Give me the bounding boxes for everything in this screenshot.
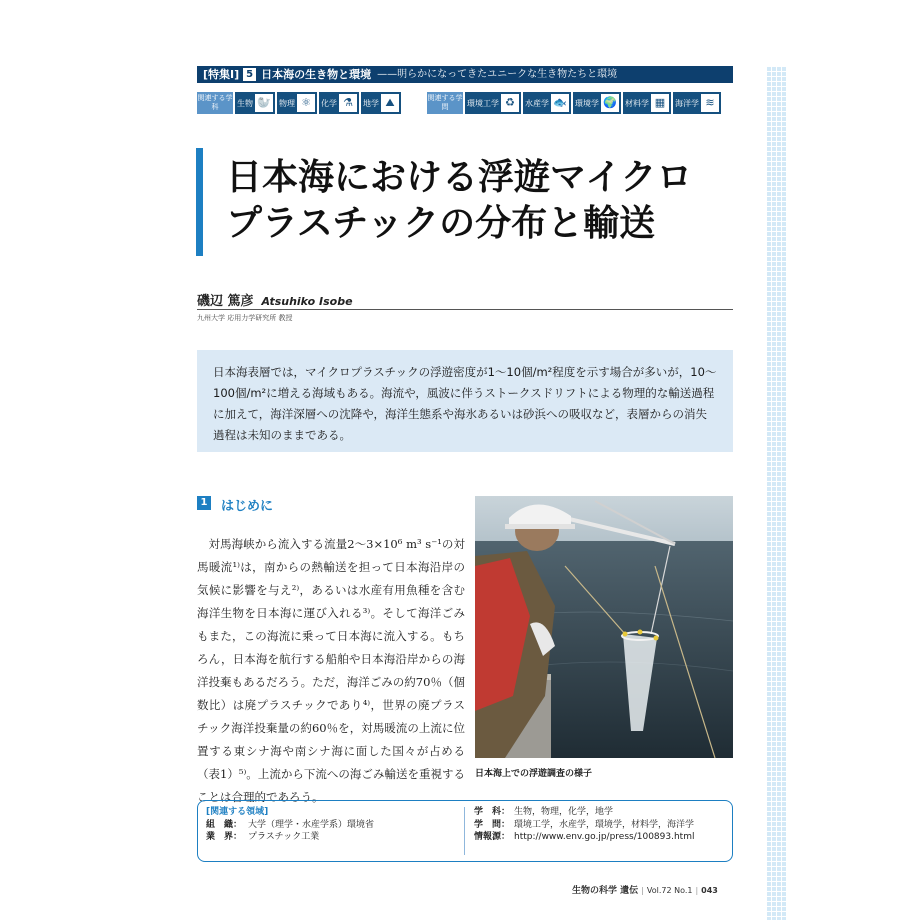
related-subjects-row bbox=[197, 92, 401, 114]
series-title: 日本海の生き物と環境 bbox=[261, 68, 372, 81]
related-disciplines-row bbox=[427, 92, 721, 114]
flask-icon: ⚗ bbox=[339, 94, 357, 112]
series-subtitle: ——明らかになってきたユニークな生き物たちと環境 bbox=[377, 69, 618, 80]
author-name-roman: Atsuhiko Isobe bbox=[261, 295, 353, 308]
seal-icon: 🦭 bbox=[255, 94, 273, 112]
journal-name: 生物の科学 遺伝 bbox=[572, 886, 639, 896]
organization-value: 大学（理学・水産学系）環境省 bbox=[248, 819, 375, 830]
subject-label: 生物 bbox=[237, 98, 253, 108]
subject-label: 化学 bbox=[321, 98, 337, 108]
subject-chip-physics bbox=[277, 92, 317, 114]
article-title bbox=[226, 155, 746, 247]
page-number: 043 bbox=[701, 886, 718, 895]
globe-icon: 🌍 bbox=[601, 94, 619, 112]
fish-icon: 🐟 bbox=[551, 94, 569, 112]
waves-icon: ≋ bbox=[701, 94, 719, 112]
recycle-icon: ♻ bbox=[501, 94, 519, 112]
source-key: 情報源： bbox=[474, 832, 511, 842]
discipline-label: 水産学 bbox=[525, 98, 549, 108]
disciplines-value: 環境工学，水産学，環境学，材料学，海洋学 bbox=[514, 819, 695, 830]
discipline-label: 環境工学 bbox=[467, 98, 499, 108]
footer-separator: | bbox=[641, 886, 644, 895]
footer-separator: | bbox=[695, 886, 699, 895]
body-paragraph: 対馬海峡から流入する流量2～3×10⁶ m³ s⁻¹の対馬暖流¹⁾は，南からの熱輸送を担って日本海沿岸の気候に影響を与え²⁾，あるいは水産有用魚種を含む海洋生物を日本海に運び入れる³⁾。そして海洋ごみもまた，この海流に乗って日本海に流入する。もちろん，日本海を航行する船舶や日本海沿岸からの海洋投棄もあるだろう。ただ，海洋ごみの約70％（個数比）は廃プラスチックであり⁴⁾，世界の廃プラスチック海洋投棄量の約60％を，対馬暖流の上流に位置する東シナ海や南シナ海に面した国々が占める（表1）⁵⁾。上流から下流への海ごみ輸送を重視することは合理的であろう。 bbox=[197, 537, 465, 804]
section-title: はじめに bbox=[221, 499, 274, 514]
side-grid-strip bbox=[766, 66, 786, 920]
discipline-chip-env-engineering bbox=[465, 92, 521, 114]
abstract-text: 日本海表層では，マイクロプラスチックの浮遊密度が1～10個/m²程度を示す場合が多いが，10～100個/m²に増える海域もある。海流や，風波に伴うストークスドリフトによる物理的な輸送過程に加えて，海洋深層への沈降や，海洋生態系や海氷あるいは砂浜への吸収など，表層からの消失過程は未知のままである。 bbox=[213, 365, 717, 442]
related-left-column bbox=[206, 806, 456, 844]
discipline-chip-env-science bbox=[573, 92, 621, 114]
discipline-label: 材料学 bbox=[625, 98, 649, 108]
discipline-chip-oceanography bbox=[673, 92, 721, 114]
title-line-1: 日本海における浮遊マイクロ bbox=[226, 157, 693, 198]
section-body bbox=[197, 533, 465, 809]
related-divider bbox=[464, 807, 465, 855]
related-subjects bbox=[474, 806, 724, 819]
related-industry bbox=[206, 831, 456, 844]
subjects-key: 学 科： bbox=[474, 807, 511, 817]
author-line bbox=[197, 290, 353, 309]
subjects-value: 生物，物理，化学，地学 bbox=[514, 807, 614, 817]
atom-icon: ⚛ bbox=[297, 94, 315, 112]
title-accent-bar bbox=[196, 148, 203, 256]
photo-caption: 日本海上での浮遊調査の様子 bbox=[475, 769, 593, 779]
author-affiliation: 九州大学 応用力学研究所 教授 bbox=[197, 314, 293, 322]
series-number: 5 bbox=[243, 68, 256, 81]
author-name: 磯辺 篤彦 bbox=[197, 294, 254, 309]
subject-chip-biology bbox=[235, 92, 275, 114]
related-fields-head: [関連する領域] bbox=[206, 807, 269, 817]
subject-chip-chemistry bbox=[319, 92, 359, 114]
related-disciplines-head: 関連する学問 bbox=[427, 92, 463, 114]
related-disciplines bbox=[474, 819, 724, 832]
title-line-2: プラスチックの分布と輸送 bbox=[226, 203, 656, 244]
abstract-box bbox=[197, 350, 733, 452]
author-divider bbox=[197, 309, 733, 310]
grid-icon: ▦ bbox=[651, 94, 669, 112]
source-url[interactable]: http://www.env.go.jp/press/100893.html bbox=[514, 832, 695, 842]
series-header bbox=[197, 66, 733, 83]
related-subjects-head: 関連する学科 bbox=[197, 92, 233, 114]
discipline-label: 海洋学 bbox=[675, 98, 699, 108]
industry-value: プラスチック工業 bbox=[248, 832, 320, 842]
related-source bbox=[474, 831, 724, 844]
journal-volume: Vol.72 No.1 bbox=[646, 886, 693, 895]
page-footer bbox=[572, 883, 718, 896]
series-tag: [特集Ⅰ] bbox=[203, 68, 240, 81]
discipline-label: 環境学 bbox=[575, 98, 599, 108]
discipline-chip-fisheries bbox=[523, 92, 571, 114]
organization-key: 組 織： bbox=[206, 819, 243, 830]
related-organization bbox=[206, 819, 456, 832]
mountain-icon: ⛰ bbox=[381, 94, 399, 112]
subject-label: 地学 bbox=[363, 98, 379, 108]
disciplines-key: 学 問： bbox=[474, 819, 511, 830]
section-number: 1 bbox=[197, 496, 211, 510]
related-fields-box bbox=[197, 800, 733, 862]
discipline-chip-materials bbox=[623, 92, 671, 114]
subject-chip-earth-science bbox=[361, 92, 401, 114]
survey-photo bbox=[475, 496, 733, 758]
related-right-column bbox=[474, 806, 724, 844]
subject-label: 物理 bbox=[279, 98, 295, 108]
industry-key: 業 界： bbox=[206, 832, 243, 842]
